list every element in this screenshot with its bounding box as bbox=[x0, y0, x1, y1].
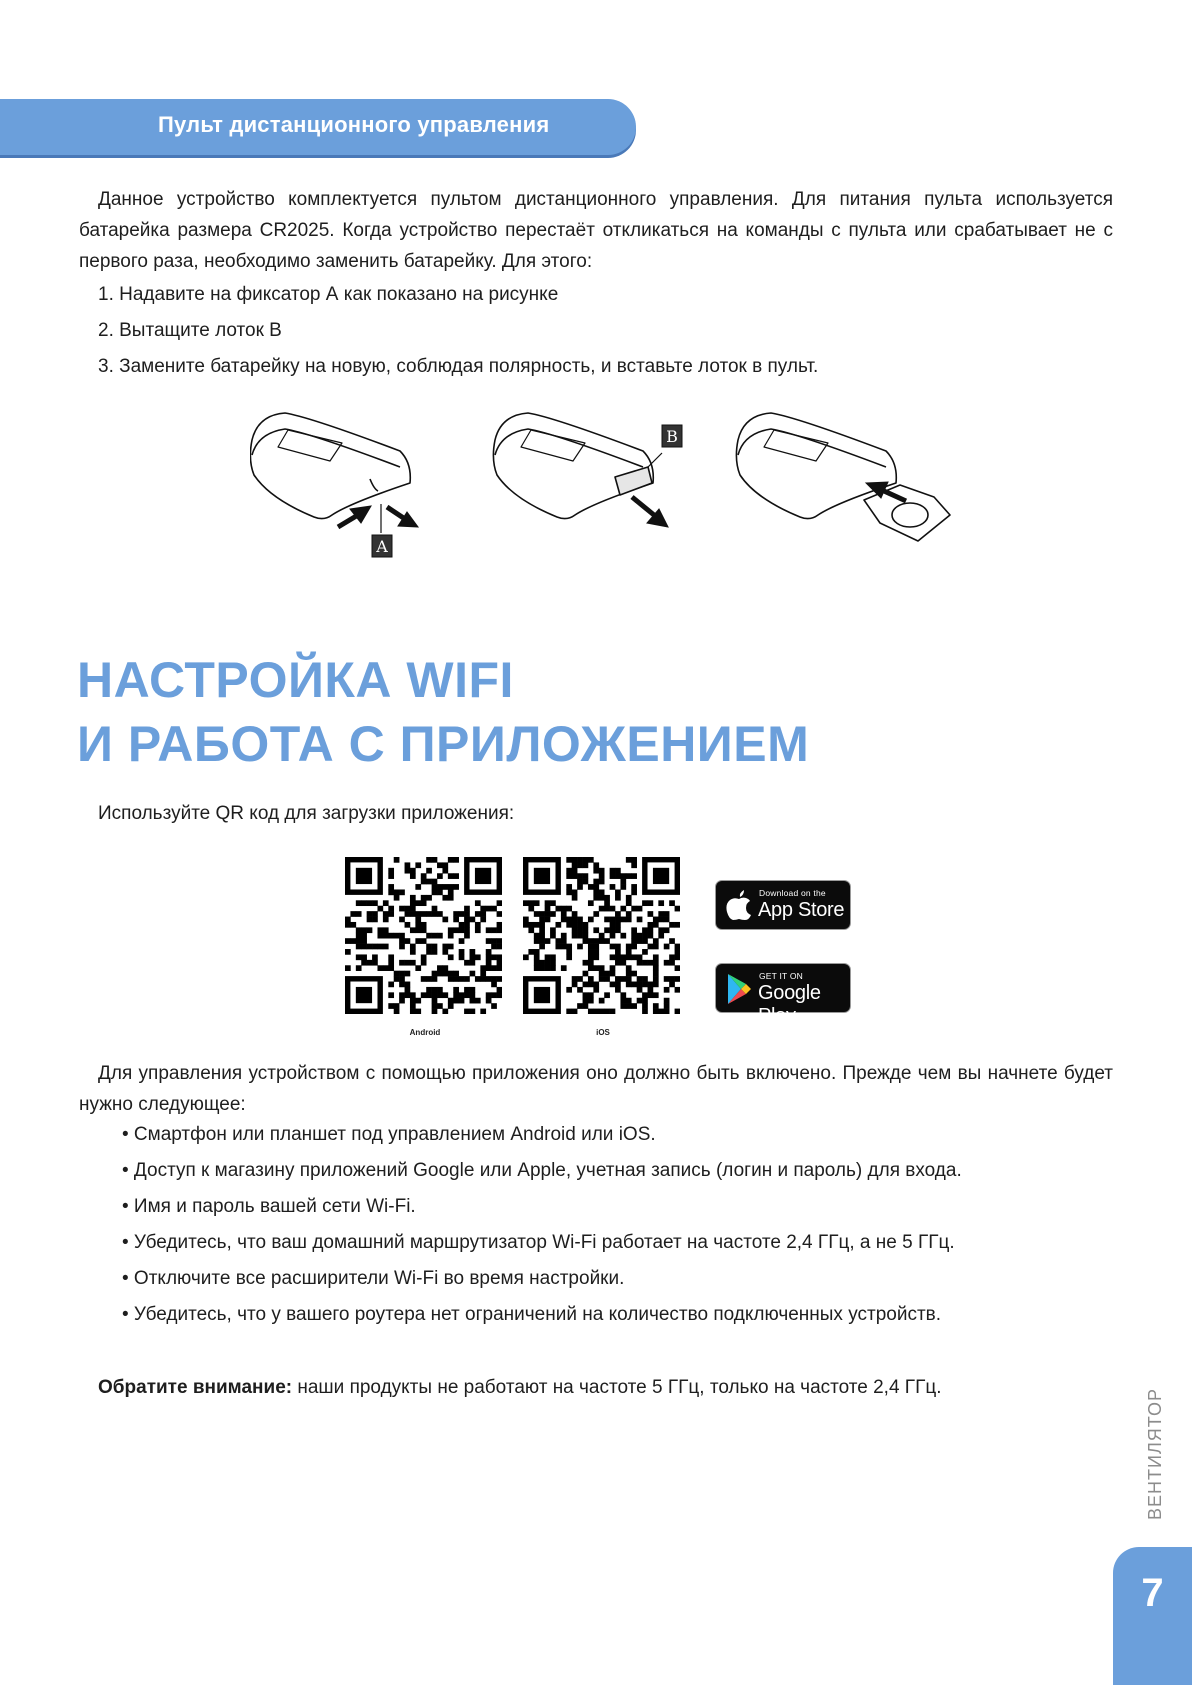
label-a-text: A bbox=[376, 537, 388, 556]
page-title bbox=[77, 648, 809, 776]
step-item: 1. Надавите на фиксатор А как показано на рисунке bbox=[98, 284, 559, 305]
remote-battery-illustration bbox=[250, 405, 970, 565]
section-header-banner bbox=[0, 99, 636, 155]
remote-illustration-2 bbox=[493, 413, 653, 519]
app-store-big-text: App Store bbox=[758, 899, 845, 921]
google-play-small-text: GET IT ON bbox=[759, 971, 803, 981]
note-text: наши продукты не работают на частоте 5 ГГц, только на частоте 2,4 ГГц. bbox=[292, 1377, 942, 1398]
page-number-tab bbox=[1113, 1547, 1192, 1685]
qr-intro-text: Используйте QR код для загрузки приложения: bbox=[98, 803, 515, 824]
step-item: 2. Вытащите лоток B bbox=[98, 320, 282, 341]
battery-steps-list bbox=[98, 278, 818, 386]
page-title-line: НАСТРОЙКА WIFI bbox=[77, 652, 514, 708]
step-item: 3. Замените батарейку на новую, соблюдая полярность, и вставьте лоток в пульт. bbox=[98, 356, 819, 377]
qr-code-icon[interactable] bbox=[523, 857, 680, 1014]
label-b-text: B bbox=[666, 427, 678, 446]
section-header-title: Пульт дистанционного управления bbox=[158, 112, 550, 137]
requirement-item: • Доступ к магазину приложений Google или Apple, учетная запись (логин и пароль) для входа. bbox=[122, 1160, 962, 1181]
google-play-big-text: Google Play bbox=[758, 982, 821, 1027]
page-number: 7 bbox=[1141, 1571, 1164, 1615]
qr-caption-ios: iOS bbox=[596, 1028, 610, 1037]
qr-caption-android: Android bbox=[409, 1028, 441, 1037]
google-play-badge[interactable] bbox=[715, 963, 851, 1027]
intro-paragraph: Данное устройство комплектуется пультом дистанционного управления. Для питания пульта используется батарейка размера CR2025. Когда устройство перестаёт откликаться на команды с пульта или срабатывает не с первого раза, необходимо заменить батарейку. Для этого: bbox=[79, 189, 1113, 272]
app-store-small-text: Download on the bbox=[759, 888, 826, 898]
requirement-item: • Смартфон или планшет под управлением Android или iOS. bbox=[122, 1124, 656, 1145]
requirements-list bbox=[122, 1118, 962, 1334]
requirement-item: • Убедитесь, что ваш домашний маршрутизатор Wi-Fi работает на частоте 2,4 ГГц, а не 5 ГГц. bbox=[122, 1232, 955, 1253]
requirement-item: • Отключите все расширители Wi-Fi во время настройки. bbox=[122, 1268, 625, 1289]
app-store-badge[interactable] bbox=[715, 880, 851, 930]
remote-illustration-3 bbox=[736, 413, 950, 541]
arrow-tray-out-icon bbox=[632, 497, 668, 527]
play-triangle-icon bbox=[726, 973, 752, 1005]
requirement-item: • Имя и пароль вашей сети Wi-Fi. bbox=[122, 1196, 416, 1217]
usage-paragraph: Для управления устройством с помощью приложения оно должно быть включено. Прежде чем вы начнете будет нужно следующее: bbox=[79, 1063, 1113, 1115]
note-label: Обратите внимание: bbox=[98, 1377, 293, 1398]
apple-icon bbox=[726, 889, 752, 921]
requirement-item: • Убедитесь, что у вашего роутера нет ограничений на количество подключенных устройств. bbox=[122, 1304, 942, 1325]
page-title-line: И РАБОТА С ПРИЛОЖЕНИЕМ bbox=[77, 716, 810, 772]
qr-block-android bbox=[345, 857, 505, 1037]
qr-code-icon[interactable] bbox=[345, 857, 502, 1014]
arrow-pull-icon bbox=[387, 507, 418, 527]
remote-illustration-1 bbox=[250, 413, 410, 519]
qr-block-ios bbox=[523, 857, 683, 1037]
side-product-label-text: ВЕНТИЛЯТОР bbox=[1145, 1388, 1165, 1520]
note-paragraph bbox=[98, 1377, 942, 1399]
